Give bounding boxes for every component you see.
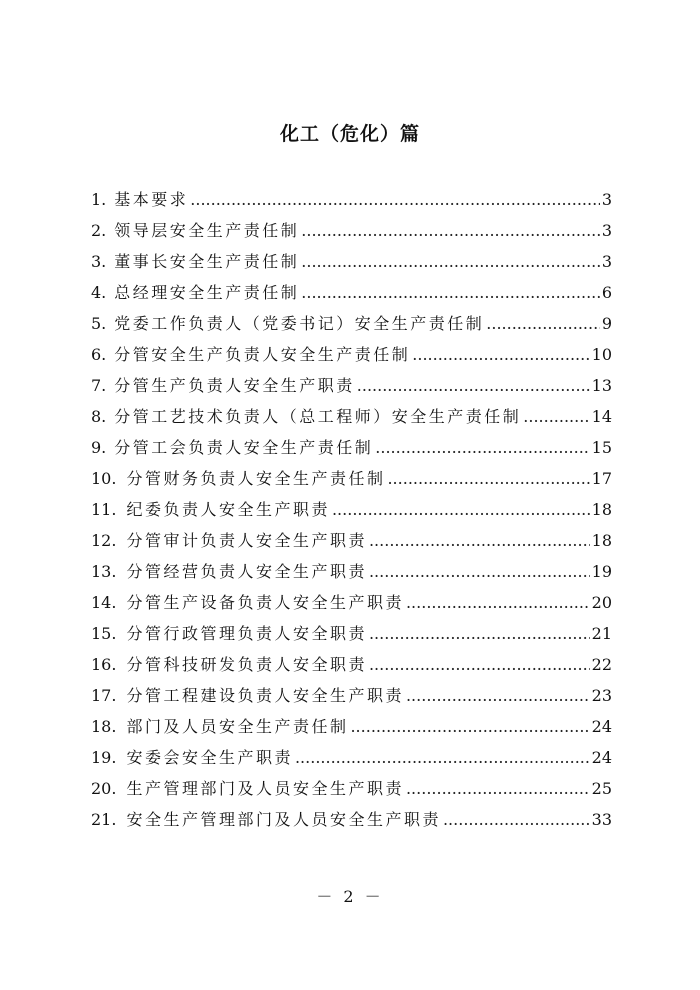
toc-entry[interactable] xyxy=(91,683,612,714)
toc-dot-leader xyxy=(190,190,600,209)
toc-entry-page: 25 xyxy=(591,779,612,798)
toc-entry-page: 17 xyxy=(591,469,612,488)
toc-entry-number: 11. xyxy=(91,500,117,519)
toc-entry-page: 33 xyxy=(591,810,612,829)
toc-entry-number: 15. xyxy=(91,624,117,643)
toc-entry[interactable] xyxy=(91,373,612,404)
toc-dot-leader xyxy=(375,438,589,457)
toc-entry-title: 部门及人员安全生产责任制 xyxy=(126,717,349,736)
toc-entry-title: 党委工作负责人（党委书记）安全生产责任制 xyxy=(114,314,485,333)
toc-entry-title: 分管工程建设负责人安全生产职责 xyxy=(126,686,404,705)
toc-entry-number: 4. xyxy=(91,283,107,302)
toc-entry-title: 领导层安全生产责任制 xyxy=(114,221,300,240)
toc-entry-number: 21. xyxy=(91,810,117,829)
toc-dot-leader xyxy=(523,407,589,426)
toc-entry-title: 董事长安全生产责任制 xyxy=(114,252,300,271)
toc-entry-number: 2. xyxy=(91,221,107,240)
toc-dot-leader xyxy=(332,500,590,519)
toc-dot-leader xyxy=(295,748,590,767)
toc-entry-number: 16. xyxy=(91,655,117,674)
toc-entry-page: 3 xyxy=(601,252,612,271)
toc-entry-number: 8. xyxy=(91,407,107,426)
toc-entry-title: 分管生产负责人安全生产职责 xyxy=(114,376,355,395)
toc-dot-leader xyxy=(412,345,589,364)
toc-entry[interactable] xyxy=(91,218,612,249)
toc-entry-title: 安全生产管理部门及人员安全生产职责 xyxy=(126,810,441,829)
toc-entry-title: 总经理安全生产责任制 xyxy=(114,283,300,302)
toc-entry-title: 分管经营负责人安全生产职责 xyxy=(126,562,367,581)
toc-entry[interactable] xyxy=(91,621,612,652)
toc-entry-page: 19 xyxy=(591,562,612,581)
toc-dot-leader xyxy=(301,283,600,302)
toc-entry-page: 14 xyxy=(591,407,612,426)
toc-entry-title: 分管行政管理负责人安全职责 xyxy=(126,624,367,643)
toc-entry-title: 分管工艺技术负责人（总工程师）安全生产责任制 xyxy=(114,407,522,426)
toc-entry-number: 20. xyxy=(91,779,117,798)
toc-entry-number: 17. xyxy=(91,686,117,705)
toc-entry-page: 3 xyxy=(601,190,612,209)
toc-entry-title: 安委会安全生产职责 xyxy=(126,748,293,767)
toc-entry[interactable] xyxy=(91,714,612,745)
toc-entry-number: 3. xyxy=(91,252,107,271)
toc-entry[interactable] xyxy=(91,311,612,342)
toc-entry[interactable] xyxy=(91,280,612,311)
toc-entry[interactable] xyxy=(91,559,612,590)
toc-entry-title: 分管审计负责人安全生产职责 xyxy=(126,531,367,550)
toc-entry-page: 24 xyxy=(591,717,612,736)
toc-entry[interactable] xyxy=(91,466,612,497)
toc-entry[interactable] xyxy=(91,497,612,528)
toc-dot-leader xyxy=(369,531,590,550)
toc-dot-leader xyxy=(486,314,600,333)
toc-dot-leader xyxy=(369,562,590,581)
toc-entry[interactable] xyxy=(91,590,612,621)
toc-entry-number: 12. xyxy=(91,531,117,550)
toc-entry[interactable] xyxy=(91,528,612,559)
toc-dot-leader xyxy=(369,655,590,674)
toc-entry-title: 分管生产设备负责人安全生产职责 xyxy=(126,593,404,612)
toc-dot-leader xyxy=(443,810,590,829)
toc-entry-number: 10. xyxy=(91,469,117,488)
toc-entry-title: 分管安全生产负责人安全生产责任制 xyxy=(114,345,411,364)
toc-entry-page: 6 xyxy=(601,283,612,302)
toc-entry-number: 18. xyxy=(91,717,117,736)
toc-entry-page: 18 xyxy=(591,531,612,550)
toc-entry-title: 基本要求 xyxy=(114,190,189,209)
toc-entry-title: 生产管理部门及人员安全生产职责 xyxy=(126,779,404,798)
toc-entry[interactable] xyxy=(91,187,612,218)
toc-dot-leader xyxy=(406,686,590,705)
toc-entry-title: 分管工会负责人安全生产责任制 xyxy=(114,438,374,457)
toc-entry[interactable] xyxy=(91,435,612,466)
toc-entry[interactable] xyxy=(91,745,612,776)
toc-entry[interactable] xyxy=(91,652,612,683)
toc-entry[interactable] xyxy=(91,342,612,373)
toc-dot-leader xyxy=(301,252,600,271)
toc-entry-page: 13 xyxy=(591,376,612,395)
toc-entry-number: 1. xyxy=(91,190,107,209)
toc-entry-number: 6. xyxy=(91,345,107,364)
toc-entry-number: 19. xyxy=(91,748,117,767)
toc-dot-leader xyxy=(369,624,590,643)
toc-entry-number: 5. xyxy=(91,314,107,333)
table-of-contents xyxy=(91,187,612,838)
toc-entry-page: 23 xyxy=(591,686,612,705)
toc-dot-leader xyxy=(406,593,590,612)
toc-entry-page: 9 xyxy=(601,314,612,333)
toc-entry-page: 22 xyxy=(591,655,612,674)
toc-dot-leader xyxy=(406,779,590,798)
toc-entry-title: 分管科技研发负责人安全职责 xyxy=(126,655,367,674)
toc-entry-page: 10 xyxy=(591,345,612,364)
toc-entry-number: 7. xyxy=(91,376,107,395)
toc-entry-page: 24 xyxy=(591,748,612,767)
toc-entry-page: 21 xyxy=(591,624,612,643)
toc-dot-leader xyxy=(387,469,589,488)
toc-entry-number: 9. xyxy=(91,438,107,457)
toc-entry[interactable] xyxy=(91,807,612,838)
toc-entry-page: 20 xyxy=(591,593,612,612)
page-title: 化工（危化）篇 xyxy=(279,123,420,145)
toc-entry-page: 3 xyxy=(601,221,612,240)
toc-entry-page: 15 xyxy=(591,438,612,457)
toc-entry-title: 分管财务负责人安全生产责任制 xyxy=(126,469,386,488)
toc-entry-title: 纪委负责人安全生产职责 xyxy=(126,500,330,519)
toc-entry-number: 13. xyxy=(91,562,117,581)
toc-dot-leader xyxy=(301,221,600,240)
toc-entry[interactable] xyxy=(91,404,612,435)
toc-entry-number: 14. xyxy=(91,593,117,612)
page-number: － 2 － xyxy=(316,887,384,906)
toc-dot-leader xyxy=(350,717,589,736)
toc-entry[interactable] xyxy=(91,776,612,807)
toc-entry-page: 18 xyxy=(591,500,612,519)
toc-entry[interactable] xyxy=(91,249,612,280)
toc-dot-leader xyxy=(357,376,590,395)
